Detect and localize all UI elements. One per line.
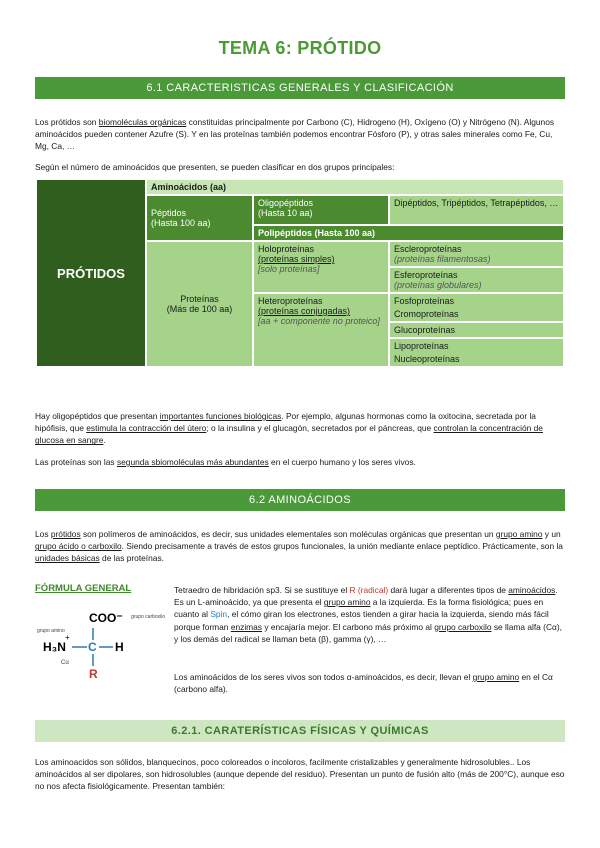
paragraph-abundancia: [35, 456, 565, 468]
formula-h: H: [115, 640, 124, 654]
paragraph-aminoacidos: [35, 528, 565, 565]
text: Lipoproteínas: [394, 341, 449, 351]
formula-r: R: [89, 667, 98, 680]
text: y encajaría mejor. El carbono más próximo al: [262, 621, 435, 632]
text: Holoproteínas: [258, 244, 315, 254]
paragraph-tetraedro: [174, 584, 565, 645]
text-underlined: enzimas: [230, 621, 262, 632]
text-blue: Spin: [210, 609, 228, 620]
text: y un: [542, 529, 561, 539]
text-underlined: grupo amino: [495, 529, 543, 539]
text: . Es un L-aminoácido, ya que presenta el: [174, 585, 558, 608]
text: (proteínas filamentosas): [394, 254, 491, 264]
text: Los: [35, 529, 51, 539]
cell-oligopeptidos: Oligopéptidos (Hasta 10 aa): [254, 196, 388, 224]
text-underlined: grupo amino: [472, 672, 520, 682]
text: Esferoproteínas: [394, 270, 458, 280]
text: Hay oligopéptidos que presentan: [35, 411, 160, 421]
cell-protidos: PRÓTIDOS: [37, 180, 145, 366]
section-heading-6-2: 6.2 AMINOÁCIDOS: [35, 489, 565, 511]
cell-holoproteinas: [254, 242, 388, 292]
cell-esferoproteinas: [390, 268, 563, 292]
text: Heteroproteínas: [258, 296, 323, 306]
text: en el cuerpo humano y los seres vivos.: [268, 457, 416, 467]
text-underlined: aminoácidos: [508, 585, 556, 595]
text: .: [103, 435, 106, 446]
text: Tetraedro de hibridación sp3. Si se sustituye el: [174, 585, 350, 595]
paragraph-classification: Según el número de aminoácidos que presenten, se pueden clasificar en dos grupos principales:: [35, 162, 395, 172]
text: son polímeros de aminoácidos, es decir, sus unidades elementales son moléculas orgánicas que presentan un: [80, 529, 496, 539]
text: en el Cα (carbono alfa).: [174, 672, 553, 695]
label-grupo-carboxilo: grupo carboxilo: [131, 614, 165, 620]
section-heading-6-2-1: 6.2.1. CARATERÍSTICAS FÍSICAS Y QUÍMICAS: [35, 720, 565, 742]
text: Fosfoproteínas: [394, 296, 455, 306]
text: Las proteínas son las: [35, 457, 117, 467]
section-heading-6-1: 6.1 CARACTERISTICAS GENERALES Y CLASIFICACIÓN: [35, 77, 565, 99]
paragraph-alfa-aminoacidos: [174, 671, 565, 695]
text-underlined: estimula la contracción del útero: [86, 423, 207, 434]
formula-h3n: H₃N: [43, 640, 66, 654]
cell-fosfoproteinas: [390, 294, 563, 321]
cell-heteroproteinas: [254, 294, 388, 366]
cell-glucoproteinas: Glucoproteínas: [390, 323, 563, 337]
text: . Por ejemplo, algunas hormonas como la oxitocina, secretada por la hipófisis, que: [35, 411, 536, 434]
paragraph-caracteristicas: Los aminoacidos son sólidos, blanquecinos, poco coloreados o incoloros, facilmente cristalizables y generalmente hidrosolubles.. Los aminoácidos al ser dipolares, son hidrosolubles (aunque depende del residuo). Presentan un punto de fusión alto (más de 200°C), aunque eso no nos afecta fisiológicamente. Presentan también:: [35, 757, 565, 792]
cell-peptidos: Péptidos (Hasta 100 aa): [147, 196, 252, 240]
cell-polipeptidos: Polipéptidos (Hasta 100 aa): [254, 226, 563, 240]
text: , el cómo giran los electrones, estos tienden a girar hacia la izquierda, siendo más fácil porque forman: [174, 609, 549, 632]
formula-coo: COO⁻: [89, 611, 123, 625]
text-underlined: grupo ácido o carboxilo: [35, 541, 122, 552]
text-underlined: grupo carboxilo: [434, 621, 492, 632]
text: Los prótidos son: [35, 117, 99, 127]
text: constituidas principalmente por Carbono (C), Hidrogeno (H), Oxígeno (O) y Nitrógeno (N). Algunos aminoácidos pueden contener Azufre (S). Y en las proteínas también podemos encontrar Fósforo (P), y otras sales minerales como Fe, Cu, Mg, Ca, …: [35, 117, 555, 152]
text: se llama alfa (Cα), y los demás del radical se llaman beta (β), gamma (γ), …: [174, 621, 562, 644]
cell-proteinas: Proteínas (Más de 100 aa): [147, 242, 252, 366]
paragraph-oligopeptidos: [35, 410, 565, 447]
page-title: TEMA 6: PRÓTIDO: [218, 38, 382, 58]
formula-c: C: [88, 640, 97, 654]
formula-plus: +: [65, 633, 70, 642]
label-grupo-amino: grupo amino: [37, 628, 65, 634]
text: [aa + componente no proteico]: [258, 316, 380, 326]
text-underlined: unidades básicas: [35, 553, 100, 564]
classification-table: [35, 178, 565, 368]
text-underlined: segunda sbiomoléculas más abundantes: [116, 457, 269, 467]
cell-dipeptidos: Dipéptidos, Tripéptidos, Tetrapéptidos, …: [390, 196, 563, 224]
amino-acid-formula: [35, 600, 165, 680]
text-underlined: controlan la concentración de glucosa en sangre: [35, 423, 543, 446]
text: (proteínas simples): [258, 254, 335, 264]
text-underlined: biomoléculas orgánicas: [98, 117, 187, 127]
text: Nucleoproteínas: [394, 354, 460, 364]
cell-lipo-nucleo: [390, 339, 563, 366]
text: (proteínas globulares): [394, 280, 482, 290]
text: Los aminoácidos de los seres vivos son todos α-aminoácidos, es decir, llevan el: [174, 672, 473, 682]
text: (proteínas conjugadas): [258, 306, 351, 316]
formula-heading: FÓRMULA GENERAL: [35, 583, 132, 594]
text: Cromoproteínas: [394, 309, 459, 319]
text: . Siendo precisamente a través de estos grupos funcionales, la unión mediante enlace peptídico. Prácticamente, son la: [121, 541, 563, 552]
text-underlined: grupo amino: [323, 597, 371, 608]
cell-escleroproteinas: [390, 242, 563, 266]
text: Escleroproteínas: [394, 244, 462, 254]
text: ; o la insulina y el glucagón, secretados por el páncreas, que: [206, 423, 434, 434]
text: dará lugar a diferentes tipos de: [388, 585, 509, 595]
cell-aminoacidos: Aminoácidos (aa): [147, 180, 563, 194]
paragraph-composition: [35, 116, 565, 153]
text-underlined: prótidos: [50, 529, 81, 539]
text: [solo proteínas]: [258, 264, 320, 274]
text-underlined: importantes funciones biológicas: [159, 411, 282, 421]
label-calpha: Cα: [61, 660, 69, 666]
text: de las proteínas.: [99, 553, 164, 564]
text-red: R (radical): [349, 585, 389, 595]
text: a la izquierda. Es la forma fisiológica; pues en cuanto al: [174, 597, 544, 620]
